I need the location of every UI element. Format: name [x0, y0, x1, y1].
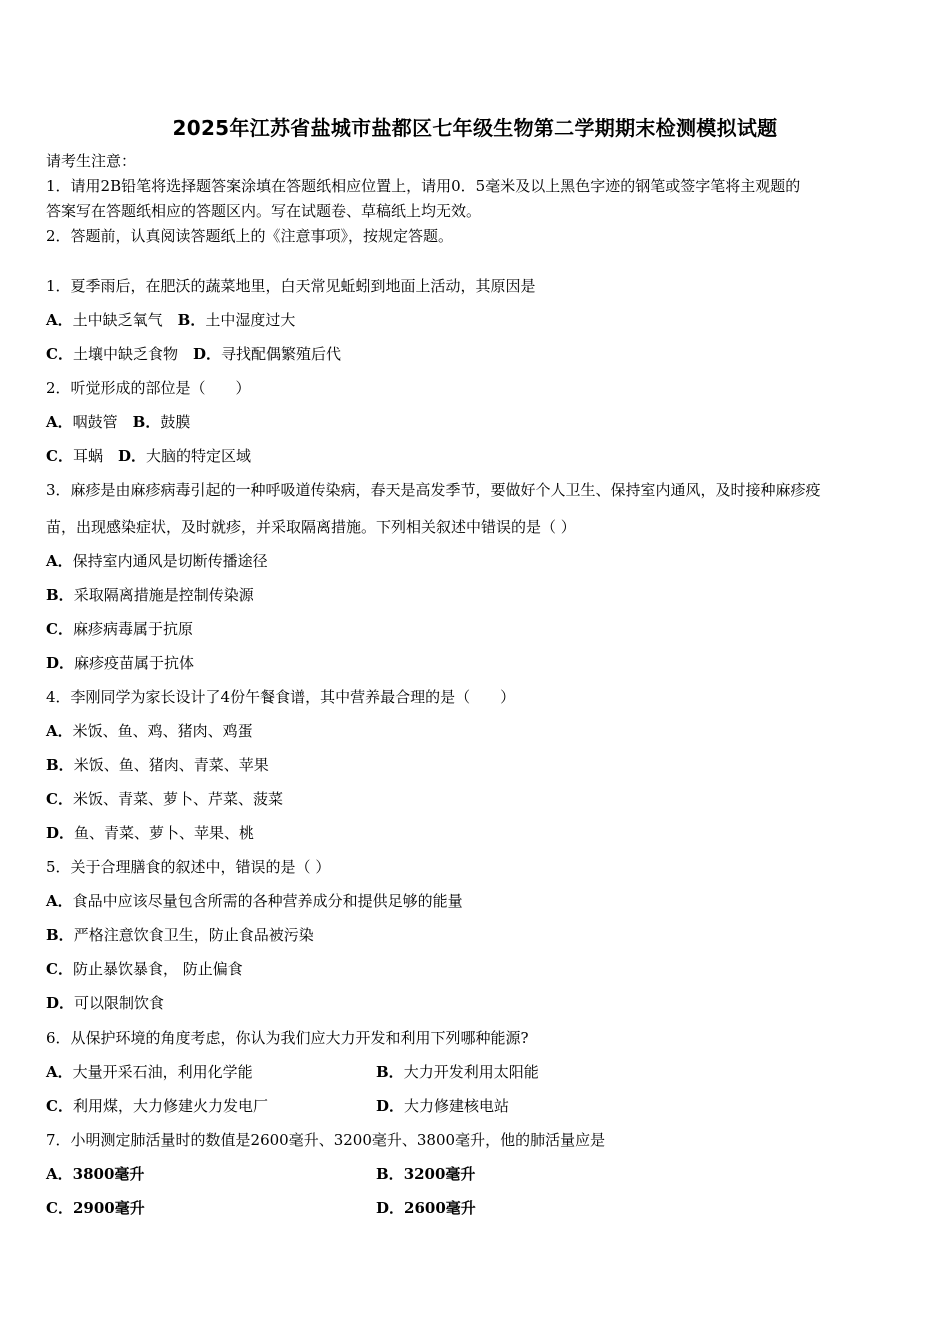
option-letter: A．	[46, 1165, 73, 1183]
question-6-option-d	[376, 1096, 509, 1116]
option-letter: C．	[46, 345, 73, 363]
question-2-stem: 2．听觉形成的部位是（ ）	[46, 379, 251, 397]
option-text: 鱼、青菜、萝卜、苹果、桃	[74, 824, 255, 842]
option-letter: A．	[46, 892, 73, 910]
question-7-option-c	[46, 1198, 145, 1218]
option-text: 米饭、青菜、萝卜、芹菜、菠菜	[72, 790, 283, 808]
option-text: 耳蜗	[72, 447, 103, 465]
question-4-stem: 4．李刚同学为家长设计了4份午餐食谱，其中营养最合理的是（ ）	[46, 688, 516, 706]
option-letter: C．	[46, 790, 73, 808]
question-5-option-a	[46, 891, 463, 911]
question-5-stem: 5．关于合理膳食的叙述中，错误的是（ ）	[46, 858, 331, 876]
question-3-stem-line-2: 苗，出现感染症状，及时就疹，并采取隔离措施。下列相关叙述中错误的是（ ）	[46, 518, 576, 536]
question-6-option-c	[46, 1096, 268, 1116]
option-text: 大量开采石油，利用化学能	[72, 1063, 253, 1081]
option-letter: B．	[46, 586, 74, 604]
question-6-stem: 6．从保护环境的角度考虑，你认为我们应大力开发和利用下列哪种能源?	[46, 1029, 529, 1047]
option-text: 3200毫升	[403, 1165, 476, 1183]
option-text: 采取隔离措施是控制传染源	[73, 586, 254, 604]
question-1-options-row-1	[46, 310, 295, 330]
option-text: 大脑的特定区域	[146, 447, 252, 465]
option-letter: C．	[46, 960, 73, 978]
option-text: 土中缺乏氧气	[72, 311, 163, 329]
question-5-option-c	[46, 959, 243, 979]
option-text: 麻疹疫苗属于抗体	[74, 654, 195, 672]
question-2-options-row-1	[46, 412, 190, 432]
page-title: 2025年江苏省盐城市盐都区七年级生物第二学期期末检测模拟试题	[172, 116, 778, 140]
question-7-option-b	[376, 1164, 475, 1184]
option-text: 土中湿度过大	[205, 311, 296, 329]
option-letter: C．	[46, 447, 73, 465]
question-1-options-row-2	[46, 344, 341, 364]
question-4-option-c	[46, 789, 283, 809]
question-7-option-a	[46, 1164, 144, 1184]
option-letter: B．	[46, 926, 74, 944]
option-text: 大力修建核电站	[404, 1097, 510, 1115]
option-letter: C．	[46, 1097, 73, 1115]
question-5-option-d	[46, 993, 164, 1013]
question-7-stem: 7．小明测定肺活量时的数值是2600毫升、3200毫升、3800毫升，他的肺活量应是	[46, 1131, 606, 1149]
option-text: 食品中应该尽量包含所需的各种营养成分和提供足够的能量	[72, 892, 463, 910]
notice-heading: 请考生注意：	[46, 152, 137, 170]
option-letter: B．	[132, 413, 161, 431]
option-letter: D．	[376, 1199, 405, 1217]
notice-item-1-line-1: 1．请用2B铅笔将选择题答案涂填在答题纸相应位置上，请用0．5毫米及以上黑色字迹的钢笔或签字笔将主观题的	[46, 177, 801, 195]
option-letter: D．	[46, 994, 75, 1012]
option-text: 保持室内通风是切断传播途径	[72, 552, 268, 570]
option-letter: D．	[192, 345, 221, 363]
question-3-option-c	[46, 619, 193, 639]
option-letter: A．	[46, 311, 73, 329]
question-4-option-b	[46, 755, 269, 775]
question-4-option-d	[46, 823, 254, 843]
question-3-option-b	[46, 585, 254, 605]
option-letter: B．	[177, 311, 206, 329]
option-text: 寻找配偶繁殖后代	[221, 345, 342, 363]
option-text: 利用煤，大力修建火力发电厂	[72, 1097, 268, 1115]
question-1-stem: 1．夏季雨后，在肥沃的蔬菜地里，白天常见蚯蚓到地面上活动，其原因是	[46, 277, 536, 295]
option-text: 米饭、鱼、鸡、猪肉、鸡蛋	[72, 722, 253, 740]
question-3-stem-line-1: 3．麻疹是由麻疹病毒引起的一种呼吸道传染病，春天是高发季节，要做好个人卫生、保持室内通风，及时接种麻疹疫	[46, 481, 821, 499]
option-text: 防止暴饮暴食， 防止偏食	[72, 960, 243, 978]
question-4-option-a	[46, 721, 253, 741]
question-3-option-a	[46, 551, 268, 571]
notice-item-1-line-2: 答案写在答题纸相应的答题区内。写在试题卷、草稿纸上均无效。	[46, 202, 482, 220]
option-letter: D．	[46, 824, 75, 842]
option-letter: C．	[46, 1199, 73, 1217]
option-letter: D．	[117, 447, 146, 465]
option-letter: A．	[46, 552, 73, 570]
option-text: 可以限制饮食	[74, 994, 165, 1012]
question-3-option-d	[46, 653, 194, 673]
option-letter: B．	[46, 756, 74, 774]
option-text: 咽鼓管	[72, 413, 118, 431]
option-letter: B．	[376, 1165, 404, 1183]
option-text: 麻疹病毒属于抗原	[72, 620, 193, 638]
notice-item-2: 2．答题前，认真阅读答题纸上的《注意事项》，按规定答题。	[46, 227, 454, 245]
option-text: 2600毫升	[404, 1199, 476, 1217]
option-text: 鼓膜	[160, 413, 191, 431]
option-letter: D．	[46, 654, 75, 672]
option-text: 大力开发利用太阳能	[403, 1063, 539, 1081]
option-text: 米饭、鱼、猪肉、青菜、苹果	[73, 756, 269, 774]
option-text: 土壤中缺乏食物	[72, 345, 178, 363]
question-2-options-row-2	[46, 446, 251, 466]
option-text: 严格注意饮食卫生，防止食品被污染	[73, 926, 314, 944]
option-text: 2900毫升	[72, 1199, 145, 1217]
option-letter: C．	[46, 620, 73, 638]
option-letter: B．	[376, 1063, 404, 1081]
question-6-option-a	[46, 1062, 253, 1082]
option-letter: A．	[46, 413, 73, 431]
option-letter: D．	[376, 1097, 405, 1115]
option-letter: A．	[46, 722, 73, 740]
question-7-option-d	[376, 1198, 476, 1218]
question-5-option-b	[46, 925, 314, 945]
option-text: 3800毫升	[72, 1165, 145, 1183]
question-6-option-b	[376, 1062, 539, 1082]
option-letter: A．	[46, 1063, 73, 1081]
